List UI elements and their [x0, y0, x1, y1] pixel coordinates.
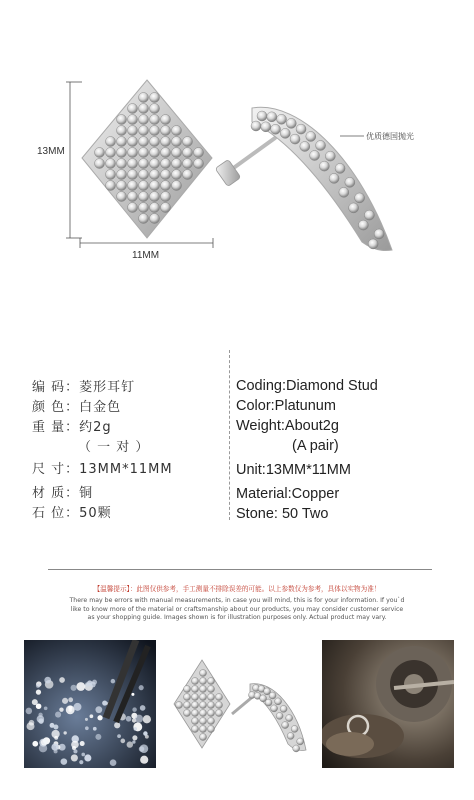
earring-illustration [0, 60, 474, 270]
spec-label: 材 质： [32, 486, 80, 501]
width-dimension-label: 11MM [132, 250, 160, 261]
spec-divider [229, 350, 230, 520]
spec-label: 编 码： [32, 380, 80, 395]
spec-row-size [32, 460, 222, 480]
spec-en-color: Color:Platunum [236, 398, 336, 414]
spec-value: 铜 [79, 486, 94, 501]
spec-en-material: Material:Copper [236, 486, 340, 502]
spec-en-unit: Unit:13MM*11MM [236, 462, 351, 478]
spec-value: 13MM*11MM [79, 462, 173, 477]
photo-crystals [24, 640, 156, 768]
specs-english [236, 376, 466, 524]
spec-value: 50颗 [79, 506, 112, 521]
spec-en-weight: Weight:About2g [236, 418, 339, 434]
notice-chinese: 【温馨提示】：此图仅供参考，手工测量不排除误差的可能。以上参数仅为参考，具体以实物为准！ [93, 585, 381, 593]
spec-weight-note: （ 一 对 ） [78, 440, 150, 455]
notice-divider [48, 569, 432, 570]
spec-label: 颜 色： [32, 400, 80, 415]
spec-label: 重 量： [32, 420, 80, 435]
spec-row-weight [32, 418, 222, 438]
spec-row-color [32, 398, 222, 418]
photo-earrings-pair [166, 640, 310, 768]
height-dimension-label: 13MM [37, 146, 65, 157]
polish-callout-label: 优质德国抛光 [366, 132, 414, 141]
spec-row-material [32, 484, 222, 504]
notice-english [60, 597, 414, 623]
spec-row-stone [32, 504, 222, 524]
notice-english-line: as your shopping guide. Images shown is for illustration purposes only. Actual product may vary. [87, 614, 387, 621]
spec-label: 石 位： [32, 506, 80, 521]
notice-english-line: There may be errors with manual measurements, in case you will mind, this is for your information. If you`d [69, 597, 405, 604]
spec-row-code [32, 378, 222, 398]
spec-label: 尺 寸： [32, 462, 80, 477]
notice-english-line: like to know more of the material or craftsmanship about our products, you may consider customer service [70, 605, 404, 613]
spec-value: 白金色 [79, 400, 122, 415]
spec-en-weight-note: (A pair) [292, 438, 339, 454]
spec-value: 菱形耳钉 [79, 380, 136, 395]
spec-en-stone: Stone: 50 Two [236, 506, 329, 522]
spec-value: 约2g [79, 420, 112, 435]
product-hero [0, 60, 474, 270]
photo-polishing [322, 640, 454, 768]
spec-en-coding: Coding:Diamond Stud [236, 378, 378, 394]
specs-chinese [32, 378, 222, 524]
